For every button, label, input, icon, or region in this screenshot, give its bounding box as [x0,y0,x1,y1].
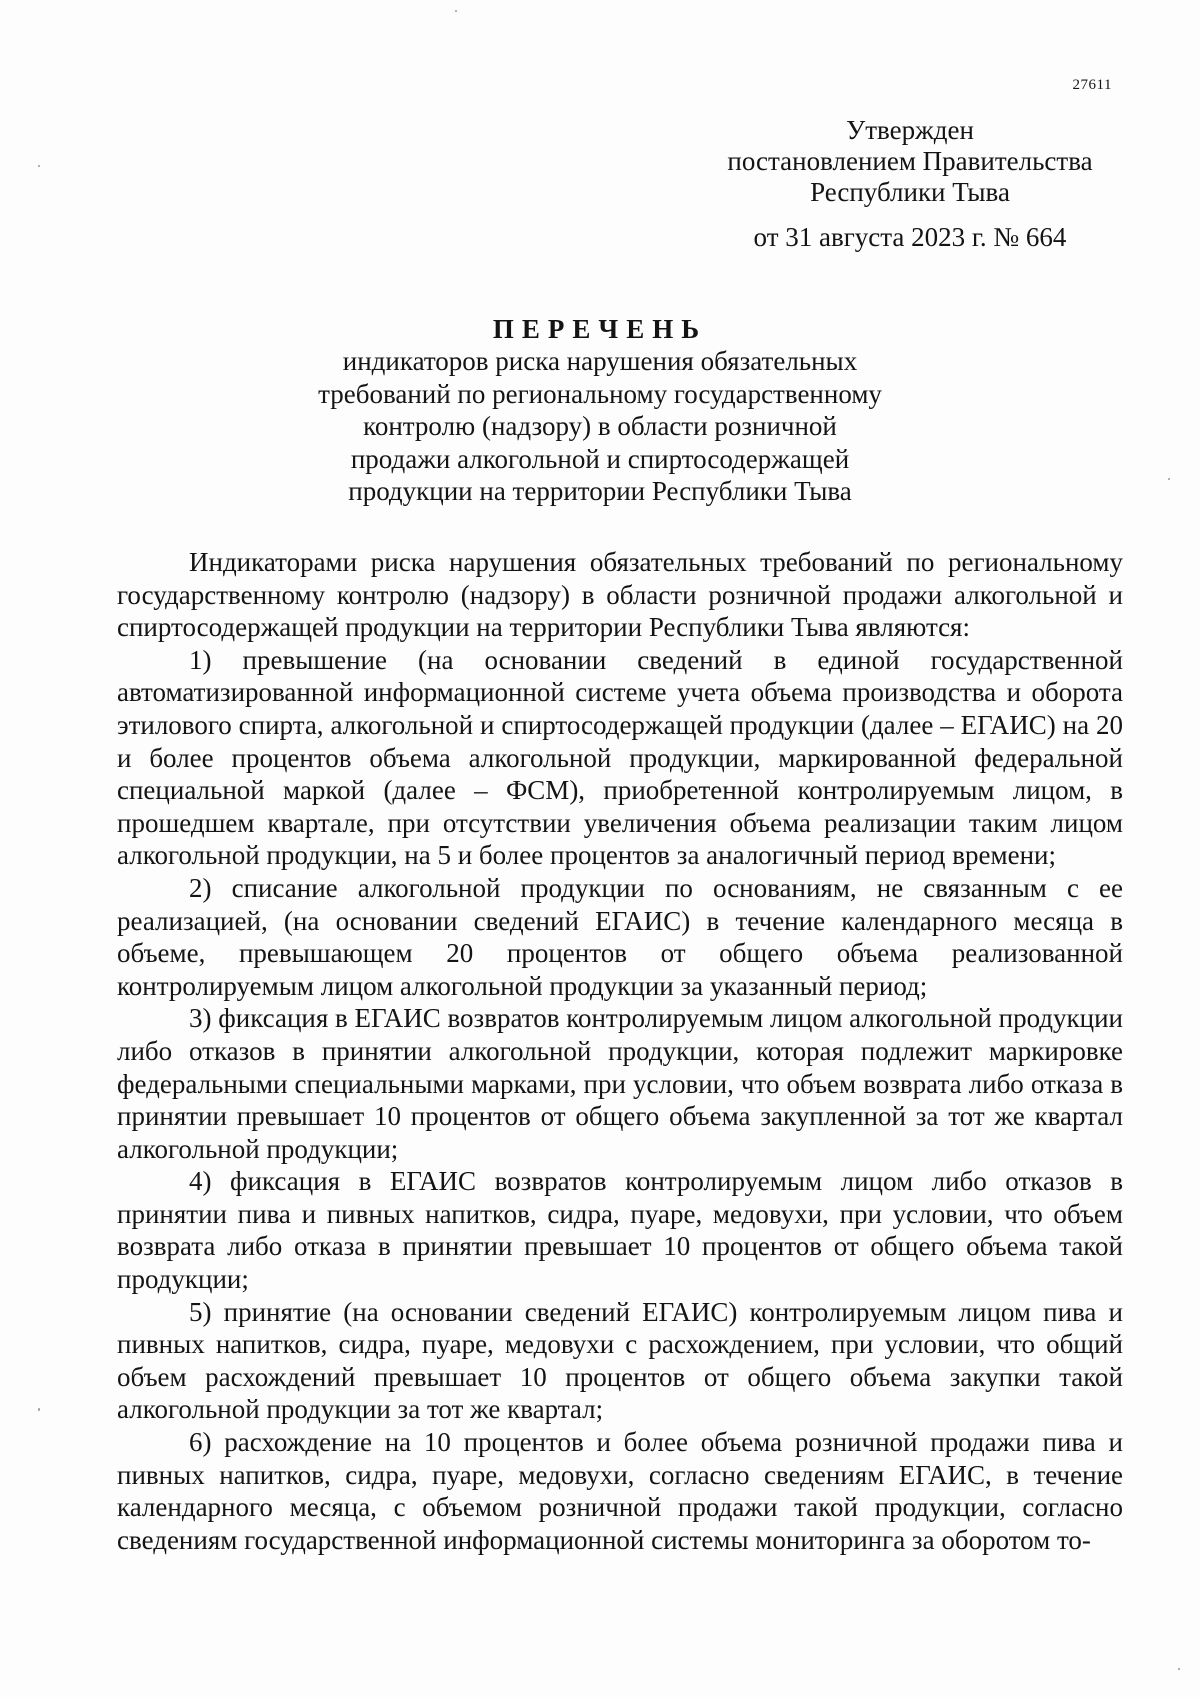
approval-date: от 31 августа 2023 г. № 664 [753,222,1067,252]
subtitle-line: индикаторов риска нарушения обязательных [342,346,858,376]
list-item: 3) фиксация в ЕГАИС возвратов контролируемым лицом алкогольной продукции либо отказов в принятии алкогольной продукции, которая подлежит маркировке федеральными специальными марками, при условии, что объем возврата либо отказа в принятии превышает 10 процентов от общего объема закупленной за тот же квартал алкогольной продукции; [117,1003,1123,1164]
document-subtitle [250,345,950,508]
title-block [250,313,950,508]
approval-line: Республики Тыва [810,177,1010,207]
list-item: 4) фиксация в ЕГАИС возвратов контролируемым лицом либо отказов в принятии пива и пивных напитков, сидра, пуаре, медовухи, при условии, что объем возврата либо отказа в принятии превышает 10 процентов от общего объема такой продукции; [117,1166,1123,1295]
approval-line: постановлением Правительства [727,146,1093,176]
subtitle-line: контролю (надзору) в области розничной [363,411,837,441]
scan-speck [1168,478,1170,480]
list-item: 2) списание алкогольной продукции по основаниям, не связанным с ее реализацией, (на основании сведений ЕГАИС) в течение календарного месяца в объеме, превышающем 20 процентов от общего объема реализованной контролируемым лицом алкогольной продукции за указанный период; [117,872,1123,1001]
scan-speck [455,10,457,12]
list-item: 5) принятие (на основании сведений ЕГАИС) контролируемым лицом пива и пивных напитков, сидра, пуаре, медовухи с расхождением, при условии, что общий объем расхождений превышает 10 процентов от общего объема закупки такой алкогольной продукции за тот же квартал; [117,1296,1123,1425]
approval-line: Утвержден [846,115,974,145]
document-title: ПЕРЕЧЕНЬ [492,314,708,344]
list-item: 6) расхождение на 10 процентов и более объема розничной продажи пива и пивных напитков, сидра, пуаре, медовухи, согласно сведениям ЕГАИС, в течение календарного месяца, с объемом розничной продажи такой продукции, согласно сведениям государственной информационной системы мониторинга за оборотом то- [117,1427,1123,1555]
scan-speck [38,1408,40,1411]
scan-speck [38,165,40,167]
subtitle-line: продукции на территории Республики Тыва [348,476,852,506]
subtitle-line: продажи алкогольной и спиртосодержащей [350,443,850,474]
list-item: 1) превышение (на основании сведений в единой государственной автоматизированной информационной системе учета объема производства и оборота этилового спирта, алкогольной и спиртосодержащей продукции (далее – ЕГАИС) на 20 и более процентов объема алкогольной продукции, маркированной федеральной специальной маркой (далее – ФСМ), приобретенной контролируемым лицом, в прошедшем квартале, при отсутствии увеличения объема реализации таким лицом алкогольной продукции, на 5 и более процентов за аналогичный период времени; [117,644,1123,871]
intro-paragraph: Индикаторами риска нарушения обязательных требований по региональному государственному контролю (надзору) в области розничной продажи алкогольной и спиртосодержащей продукции на территории Республики Тыва являются: [117,547,1123,643]
scan-speck [1178,1668,1180,1670]
subtitle-line: требований по региональному государственному [318,378,882,409]
document-body [117,546,1123,1556]
approval-stamp [700,115,1120,253]
document-number: 27611 [1072,77,1112,93]
